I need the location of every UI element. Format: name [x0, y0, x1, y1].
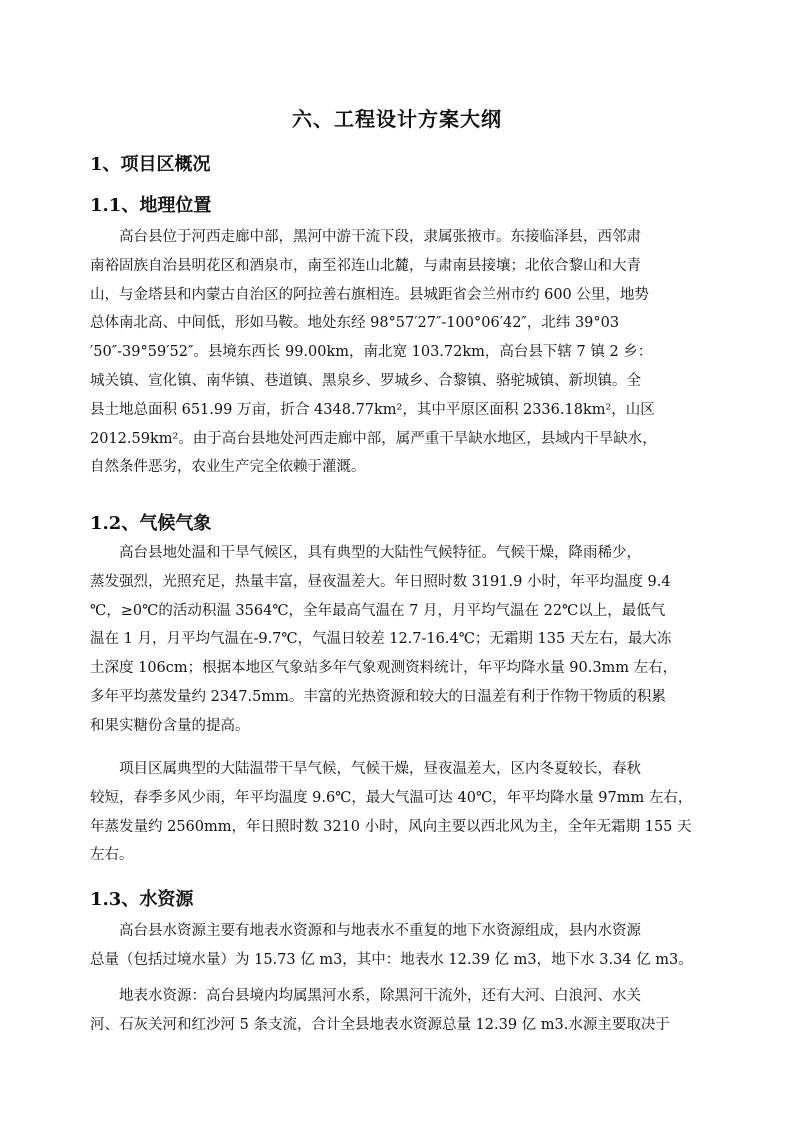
text-line: ℃，≥0℃的活动积温 3564℃，全年最高气温在 7 月，月平均气温在 22℃以上，最低气: [90, 602, 666, 619]
section-heading-1-1: 1.1、地理位置: [90, 195, 212, 216]
document-title: 六、工程设计方案大纲: [292, 107, 502, 131]
text-line: 总量（包括过境水量）为 15.73 亿 m3，其中：地表水 12.39 亿 m3，地下水 3.34 亿 m3。: [90, 951, 693, 968]
text-line: ′50″-39°59′52″。县境东西长 99.00km，南北宽 103.72km，高台县下辖 7 镇 2 乡：: [90, 344, 653, 361]
text-line: 蒸发强烈，光照充足，热量丰富，昼夜温差大。年日照时数 3191.9 小时，年平均温度 9.4: [90, 573, 671, 590]
text-line: 较短，春季多风少雨，年平均温度 9.6℃，最大气温可达 40℃，年平均降水量 97mm 左右，: [90, 789, 693, 806]
text-line: 土深度 106cm；根据本地区气象站多年气象观测资料统计，年平均降水量 90.3mm 左右，: [90, 660, 678, 677]
paragraph-water-2: [90, 982, 710, 1040]
section-heading-1-2: 1.2、气候气象: [90, 513, 212, 534]
text-line: 项目区属典型的大陆温带干旱气候，气候干燥，昼夜温差大，区内冬夏较长，春秋: [119, 761, 641, 777]
text-line: 自然条件恶劣，农业生产完全依赖于灌溉。: [90, 459, 366, 476]
text-line: 城关镇、宣化镇、南华镇、巷道镇、黑泉乡、罗城乡、合黎镇、骆驼城镇、新坝镇。全: [90, 372, 641, 389]
text-line: 山，与金塔县和内蒙古自治区的阿拉善右旗相连。县城距省会兰州市约 600 公里，地势: [90, 286, 649, 303]
paragraph-water-1: [90, 917, 710, 975]
text-line: 左右。: [90, 847, 134, 864]
text-line: 高台县地处温和干旱气候区，具有典型的大陆性气候特征。气候干燥，降雨稀少，: [119, 545, 641, 561]
paragraph-climate-1: [90, 539, 710, 741]
section-heading-1: 1、项目区概况: [90, 154, 211, 175]
paragraph-climate-2: [90, 755, 710, 870]
text-line: 地表水资源：高台县境内均属黑河水系，除黑河干流外，还有大河、白浪河、水关: [119, 988, 641, 1004]
text-line: 河、石灰关河和红沙河 5 条支流，合计全县地表水资源总量 12.39 亿 m3.水源主要取决于: [90, 1016, 670, 1033]
text-line: 南裕固族自治县明花区和酒泉市，南至祁连山北麓，与肃南县接壤；北依合黎山和大青: [90, 257, 641, 274]
paragraph-geography: [90, 223, 710, 482]
text-line: 多年平均蒸发量约 2347.5mm。丰富的光热资源和较大的日温差有利于作物干物质的积累: [90, 688, 666, 705]
text-line: 高台县位于河西走廊中部，黑河中游干流下段，隶属张掖市。东接临泽县，西邻肃: [119, 229, 641, 245]
text-line: 和果实糖份含量的提高。: [90, 717, 250, 734]
text-line: 县土地总面积 651.99 万亩，折合 4348.77km²，其中平原区面积 2336.18km²，山区: [90, 401, 655, 418]
text-line: 总体南北高、中间低，形如马鞍。地处东经 98°57′27″-100°06′42″，北纬 39°03: [90, 315, 620, 332]
section-heading-1-3: 1.3、水资源: [90, 889, 194, 910]
text-line: 温在 1 月，月平均气温在-9.7℃，气温日较差 12.7-16.4℃；无霜期 135 天左右，最大冻: [90, 631, 672, 648]
text-line: 高台县水资源主要有地表水资源和与地表水不重复的地下水资源组成，县内水资源: [119, 923, 641, 939]
text-line: 2012.59km²。由于高台县地处河西走廊中部，属严重干旱缺水地区，县域内干旱缺水，: [90, 430, 657, 447]
text-line: 年蒸发量约 2560mm，年日照时数 3210 小时，风向主要以西北风为主，全年无霜期 155 天: [90, 818, 692, 835]
